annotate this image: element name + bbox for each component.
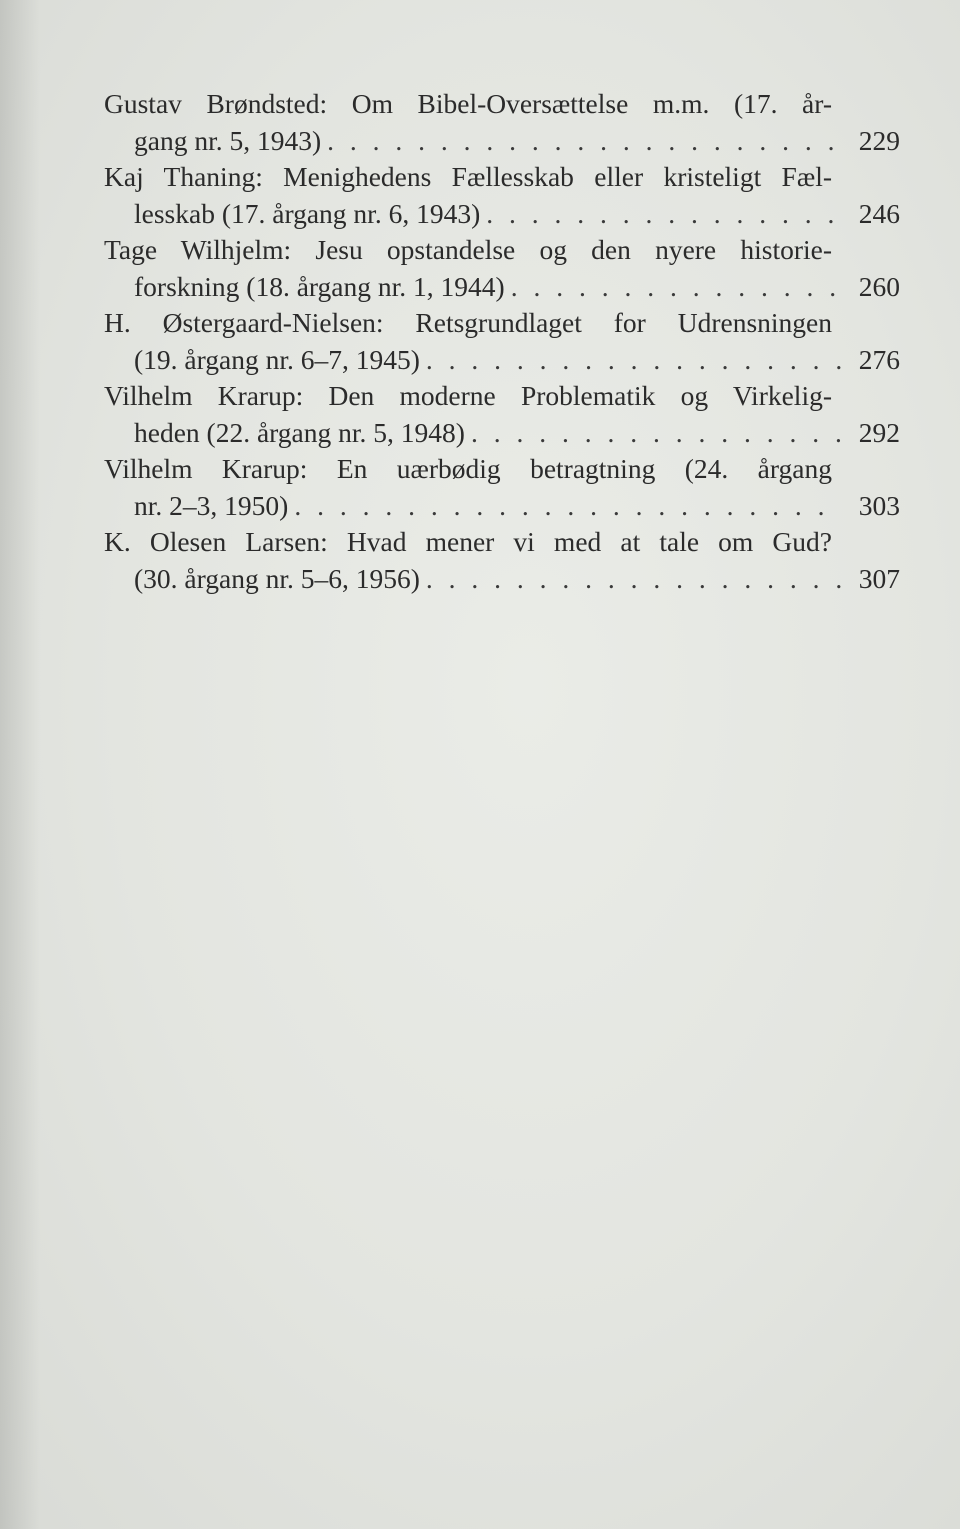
dot-leader xyxy=(471,415,841,452)
page-number: 307 xyxy=(858,562,900,594)
toc-entry xyxy=(104,86,900,159)
entry-detail-line xyxy=(104,269,900,306)
entry-detail-line xyxy=(104,415,900,452)
dot-leader xyxy=(486,196,841,233)
entry-detail-text: lesskab (17. årgang nr. 6, 1943) xyxy=(134,197,481,229)
entry-title-line: K. Olesen Larsen: Hvad mener vi med at tale om Gud? xyxy=(104,526,832,557)
table-of-contents xyxy=(104,86,900,597)
entry-detail-line xyxy=(104,561,900,598)
dot-leader xyxy=(294,488,840,525)
dot-leader xyxy=(426,561,841,598)
entry-detail-text: gang nr. 5, 1943) xyxy=(134,124,322,156)
toc-entry xyxy=(104,378,900,451)
entry-title-line: Tage Wilhjelm: Jesu opstandelse og den nyere historie- xyxy=(104,234,832,265)
toc-entry xyxy=(104,524,900,597)
toc-entry xyxy=(104,305,900,378)
entry-title-line: H. Østergaard-Nielsen: Retsgrundlaget for Udrensningen xyxy=(104,307,832,338)
entry-detail-line xyxy=(104,123,900,160)
page-number: 292 xyxy=(858,416,900,448)
page-number: 276 xyxy=(858,343,900,375)
toc-entry xyxy=(104,451,900,524)
page-number: 229 xyxy=(858,124,900,156)
entry-detail-text: (19. årgang nr. 6–7, 1945) xyxy=(134,343,420,375)
dot-leader xyxy=(511,269,841,306)
entry-detail-line xyxy=(104,342,900,379)
entry-title-line: Vilhelm Krarup: Den moderne Problematik og Virkelig- xyxy=(104,380,832,411)
entry-title-line: Gustav Brøndsted: Om Bibel-Oversættelse m.m. (17. år- xyxy=(104,88,832,119)
toc-entry xyxy=(104,232,900,305)
entry-detail-line xyxy=(104,488,900,525)
entry-detail-text: forskning (18. årgang nr. 1, 1944) xyxy=(134,270,505,302)
page-number: 260 xyxy=(858,270,900,302)
page-edge-shadow xyxy=(0,0,40,1529)
dot-leader xyxy=(327,123,841,160)
entry-detail-text: nr. 2–3, 1950) xyxy=(134,489,289,521)
entry-title-line: Kaj Thaning: Menighedens Fællesskab eller kristeligt Fæl- xyxy=(104,161,832,192)
entry-detail-line xyxy=(104,196,900,233)
page-number: 246 xyxy=(858,197,900,229)
toc-entry xyxy=(104,159,900,232)
entry-detail-text: (30. årgang nr. 5–6, 1956) xyxy=(134,562,420,594)
dot-leader xyxy=(426,342,841,379)
entry-title-line: Vilhelm Krarup: En uærbødig betragtning (24. årgang xyxy=(104,453,832,484)
entry-detail-text: heden (22. årgang nr. 5, 1948) xyxy=(134,416,465,448)
page-number: 303 xyxy=(858,489,900,521)
